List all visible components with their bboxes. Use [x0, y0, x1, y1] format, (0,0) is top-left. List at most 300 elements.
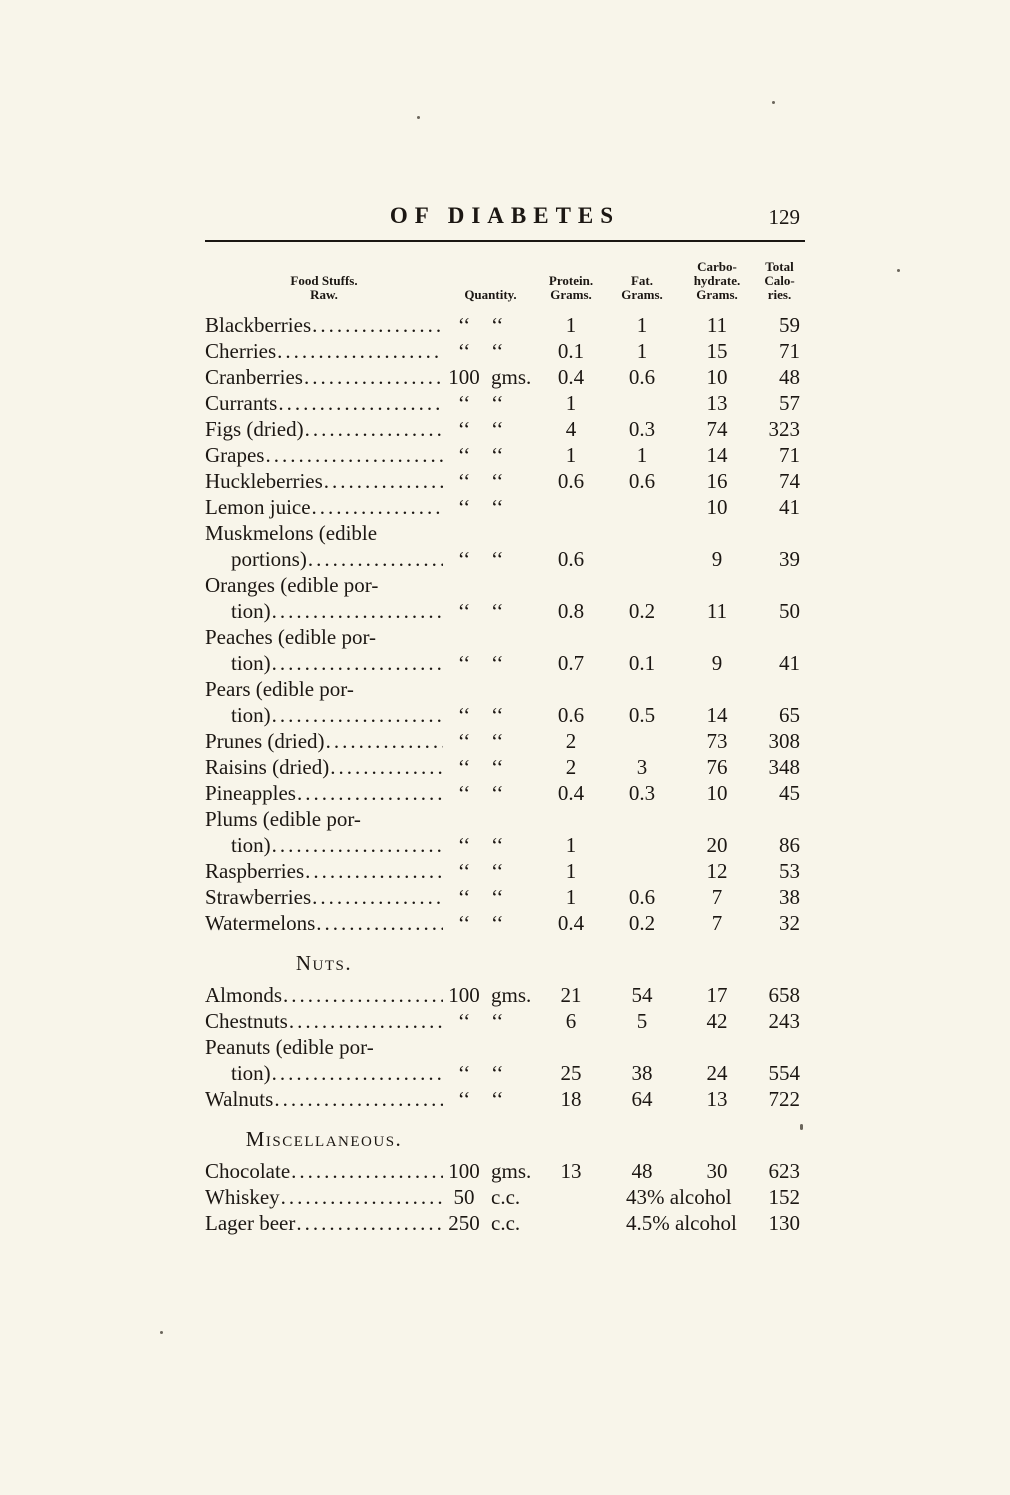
food-name-text: Cherries — [205, 339, 277, 363]
carb-value: 11 — [706, 599, 728, 623]
table-row — [205, 884, 805, 910]
carb-value: 7 — [711, 885, 723, 909]
quantity-amount: ‘‘ — [457, 651, 471, 675]
header-line: Total — [765, 259, 794, 274]
dot-leader — [264, 442, 443, 468]
quantity-unit: gms. — [491, 1159, 532, 1183]
food-name-text: Raspberries — [205, 859, 305, 883]
protein-value: 0.4 — [557, 911, 585, 935]
calories-value: 65 — [779, 703, 800, 727]
calories-value: 71 — [779, 443, 800, 467]
carb-value: 16 — [706, 469, 728, 493]
page-content — [205, 203, 805, 1236]
carb-value: 14 — [706, 703, 728, 727]
carb-value: 9 — [711, 547, 723, 571]
dot-leader — [290, 1158, 443, 1184]
quantity-unit: ‘‘ — [491, 495, 504, 519]
quantity-amount: ‘‘ — [457, 339, 471, 363]
fat-value: 64 — [631, 1087, 653, 1111]
dot-leader — [311, 312, 443, 338]
table-row — [205, 910, 805, 936]
quantity-unit: ‘‘ — [491, 417, 504, 441]
quantity-amount: 100 — [448, 1159, 480, 1183]
food-name-text: Blackberries — [205, 313, 312, 337]
quantity-unit: ‘‘ — [491, 1061, 504, 1085]
food-name — [205, 650, 443, 676]
quantity-unit: c.c. — [491, 1211, 521, 1235]
header-line: ries. — [767, 287, 792, 302]
carb-value: 14 — [706, 443, 728, 467]
table-row — [205, 546, 805, 572]
food-name — [205, 468, 443, 494]
quantity-amount: ‘‘ — [457, 859, 471, 883]
dot-leader — [288, 1008, 443, 1034]
food-name — [205, 910, 443, 936]
quantity-amount: ‘‘ — [457, 1087, 471, 1111]
food-name-text: tion) — [231, 833, 271, 857]
protein-value: 1 — [565, 443, 577, 467]
calories-value: 53 — [779, 859, 800, 883]
header-line: Grams. — [696, 287, 738, 302]
protein-value: 0.8 — [557, 599, 585, 623]
header-line: Protein. — [548, 273, 594, 288]
quantity-unit: ‘‘ — [491, 755, 504, 779]
quantity-cell — [443, 312, 538, 338]
food-name-text: Pineapples — [205, 781, 296, 805]
quantity-amount: ‘‘ — [457, 417, 471, 441]
header-line: Grams. — [550, 287, 592, 302]
food-name-text: Grapes — [205, 443, 265, 467]
dot-leader — [304, 416, 443, 442]
protein-value — [538, 1210, 604, 1236]
table-row — [205, 982, 805, 1008]
quantity-unit: ‘‘ — [491, 313, 504, 337]
quantity-unit: ‘‘ — [491, 599, 504, 623]
quantity-unit: ‘‘ — [491, 703, 504, 727]
quantity-unit: ‘‘ — [491, 651, 504, 675]
quantity-unit: ‘‘ — [491, 911, 504, 935]
dot-leader — [271, 650, 443, 676]
fat-value: 0.6 — [628, 469, 656, 493]
fat-value — [604, 728, 680, 754]
dot-leader — [329, 754, 443, 780]
fat-value: 3 — [636, 755, 648, 779]
scan-artifact — [897, 269, 900, 272]
calories-value: 152 — [768, 1185, 800, 1209]
carb-value: 10 — [706, 495, 728, 519]
quantity-cell — [443, 1086, 538, 1112]
food-name — [205, 1184, 443, 1210]
table-row — [205, 390, 805, 416]
dot-leader — [325, 728, 443, 754]
quantity-unit: ‘‘ — [491, 443, 504, 467]
quantity-unit: ‘‘ — [491, 547, 504, 571]
quantity-amount: ‘‘ — [457, 547, 471, 571]
dot-leader — [307, 546, 443, 572]
quantity-amount: ‘‘ — [457, 443, 471, 467]
protein-value: 6 — [565, 1009, 577, 1033]
food-name — [205, 884, 443, 910]
carb-value: 73 — [706, 729, 728, 753]
protein-value: 21 — [560, 983, 582, 1007]
fat-value: 0.6 — [628, 365, 656, 389]
fat-value: 1 — [636, 313, 648, 337]
quantity-cell — [443, 1210, 538, 1236]
calories-value: 308 — [768, 729, 800, 753]
calories-value: 48 — [779, 365, 800, 389]
header-total-calories — [754, 260, 805, 302]
header-line: Carbo- — [697, 259, 737, 274]
quantity-amount: 250 — [448, 1211, 480, 1235]
quantity-unit: ‘‘ — [491, 729, 504, 753]
scan-artifact — [417, 116, 420, 119]
quantity-unit: ‘‘ — [491, 833, 504, 857]
quantity-cell — [443, 728, 538, 754]
food-name-text: Lemon juice — [205, 495, 311, 519]
calories-value: 57 — [779, 391, 800, 415]
calories-value: 45 — [779, 781, 800, 805]
food-name-text: tion) — [231, 1061, 271, 1085]
calories-value: 41 — [779, 495, 800, 519]
quantity-amount: ‘‘ — [457, 469, 471, 493]
food-name — [205, 1008, 443, 1034]
carb-value: 17 — [706, 983, 728, 1007]
calories-value: 243 — [768, 1009, 800, 1033]
food-name-line1: Plums (edible por- — [205, 807, 361, 831]
food-name-line1: Peanuts (edible por- — [205, 1035, 374, 1059]
dot-leader — [315, 910, 443, 936]
carb-value: 10 — [706, 365, 728, 389]
quantity-amount: ‘‘ — [457, 885, 471, 909]
table-row — [205, 338, 805, 364]
food-name — [205, 702, 443, 728]
protein-value: 0.6 — [557, 547, 585, 571]
fat-value — [604, 832, 680, 858]
dot-leader — [295, 1210, 443, 1236]
alcohol-note: 4.5% alcohol — [626, 1211, 737, 1235]
food-name-text: tion) — [231, 651, 271, 675]
food-name-text: Walnuts — [205, 1087, 274, 1111]
dot-leader — [276, 338, 443, 364]
fat-value: 1 — [636, 443, 648, 467]
dot-leader — [282, 982, 443, 1008]
dot-leader — [303, 364, 443, 390]
calories-value: 323 — [768, 417, 800, 441]
quantity-unit: ‘‘ — [491, 469, 504, 493]
food-name — [205, 494, 443, 520]
fat-value: 5 — [636, 1009, 648, 1033]
food-name-line1: Pears (edible por- — [205, 677, 354, 701]
food-name-text: Strawberries — [205, 885, 312, 909]
food-name-text: tion) — [231, 599, 271, 623]
food-name — [205, 416, 443, 442]
section-heading: Nuts. — [295, 951, 353, 975]
carb-value: 12 — [706, 859, 728, 883]
food-name-text: Whiskey — [205, 1185, 280, 1209]
quantity-amount: ‘‘ — [457, 495, 471, 519]
fat-value: 0.3 — [628, 417, 656, 441]
quantity-cell — [443, 442, 538, 468]
dot-leader — [277, 390, 443, 416]
fat-value: 48 — [631, 1159, 653, 1183]
calories-value: 722 — [768, 1087, 800, 1111]
dot-leader — [304, 858, 443, 884]
carb-value: 30 — [706, 1159, 728, 1183]
food-name — [205, 546, 443, 572]
quantity-amount: ‘‘ — [457, 1009, 471, 1033]
food-name — [205, 728, 443, 754]
protein-value — [538, 494, 604, 520]
food-name-text: Almonds — [205, 983, 283, 1007]
protein-value: 1 — [565, 859, 577, 883]
quantity-amount: ‘‘ — [457, 729, 471, 753]
section-heading: Miscellaneous. — [245, 1127, 403, 1151]
fat-value — [604, 494, 680, 520]
calories-value: 38 — [779, 885, 800, 909]
quantity-cell — [443, 910, 538, 936]
running-head — [205, 203, 805, 235]
quantity-unit: ‘‘ — [491, 1009, 504, 1033]
food-name — [205, 598, 443, 624]
quantity-cell — [443, 650, 538, 676]
protein-value: 2 — [565, 755, 577, 779]
protein-value: 1 — [565, 833, 577, 857]
quantity-cell — [443, 338, 538, 364]
header-fat — [604, 274, 680, 302]
food-name-text: Figs (dried) — [205, 417, 304, 441]
table-row — [205, 520, 805, 546]
header-line: Grams. — [621, 287, 663, 302]
protein-value: 0.1 — [557, 339, 585, 363]
calories-value: 50 — [779, 599, 800, 623]
carb-value: 15 — [706, 339, 728, 363]
quantity-unit: ‘‘ — [491, 391, 504, 415]
food-name — [205, 364, 443, 390]
carb-value: 13 — [706, 391, 728, 415]
food-name — [205, 312, 443, 338]
quantity-cell — [443, 1060, 538, 1086]
food-name-line1: Peaches (edible por- — [205, 625, 377, 649]
fat-value: 0.1 — [628, 651, 656, 675]
quantity-cell — [443, 702, 538, 728]
table-row — [205, 780, 805, 806]
carb-value: 42 — [706, 1009, 728, 1033]
carb-value: 74 — [706, 417, 728, 441]
protein-value: 1 — [565, 313, 577, 337]
food-name-text: Raisins (dried) — [205, 755, 330, 779]
food-name-line1: Oranges (edible por- — [205, 573, 379, 597]
calories-value: 623 — [768, 1159, 800, 1183]
food-name — [205, 1210, 443, 1236]
quantity-amount: 100 — [448, 983, 480, 1007]
food-name — [205, 442, 443, 468]
food-name-text: Huckleberries — [205, 469, 323, 493]
fat-value — [604, 546, 680, 572]
food-name — [205, 1158, 443, 1184]
dot-leader — [280, 1184, 443, 1210]
quantity-unit: ‘‘ — [491, 781, 504, 805]
calories-value: 74 — [779, 469, 800, 493]
fat-value: 38 — [631, 1061, 653, 1085]
header-line: Raw. — [310, 287, 338, 302]
page-title: OF DIABETES — [389, 203, 621, 228]
protein-value: 1 — [565, 885, 577, 909]
table-row — [205, 598, 805, 624]
quantity-cell — [443, 884, 538, 910]
quantity-cell — [443, 982, 538, 1008]
food-name-text: Watermelons — [205, 911, 316, 935]
food-name-text: portions) — [231, 547, 307, 571]
food-name — [205, 858, 443, 884]
carb-value: 24 — [706, 1061, 728, 1085]
quantity-unit: c.c. — [491, 1185, 521, 1209]
quantity-cell — [443, 416, 538, 442]
calories-value: 658 — [768, 983, 800, 1007]
calories-value: 59 — [779, 313, 800, 337]
calories-value: 41 — [779, 651, 800, 675]
fat-value: 0.2 — [628, 911, 656, 935]
table-row — [205, 1034, 805, 1060]
dot-leader — [271, 1060, 443, 1086]
food-name-text: Prunes (dried) — [205, 729, 325, 753]
protein-value: 4 — [565, 417, 577, 441]
table-row — [205, 468, 805, 494]
fat-value: 0.6 — [628, 885, 656, 909]
quantity-cell — [443, 390, 538, 416]
carb-value: 20 — [706, 833, 728, 857]
calories-value: 86 — [779, 833, 800, 857]
quantity-cell — [443, 1158, 538, 1184]
header-protein — [538, 274, 604, 302]
fat-value — [604, 858, 680, 884]
table-row — [205, 624, 805, 650]
table-row — [205, 676, 805, 702]
quantity-cell — [443, 468, 538, 494]
header-quantity — [443, 288, 538, 302]
table-row — [205, 364, 805, 390]
table-row — [205, 416, 805, 442]
quantity-cell — [443, 494, 538, 520]
food-name-line1: Muskmelons (edible — [205, 521, 378, 545]
fat-value: 54 — [631, 983, 653, 1007]
header-line: Quantity. — [464, 287, 517, 302]
fat-value — [604, 390, 680, 416]
food-name-text: Chocolate — [205, 1159, 291, 1183]
dot-leader — [271, 832, 443, 858]
quantity-cell — [443, 546, 538, 572]
dot-leader — [311, 494, 443, 520]
dot-leader — [271, 598, 443, 624]
table-body — [205, 312, 805, 1236]
food-name — [205, 780, 443, 806]
table-row — [205, 832, 805, 858]
dot-leader — [296, 780, 443, 806]
quantity-amount: ‘‘ — [457, 833, 471, 857]
table-column-headers — [205, 260, 805, 302]
quantity-amount: ‘‘ — [457, 1061, 471, 1085]
food-name — [205, 338, 443, 364]
quantity-unit: ‘‘ — [491, 339, 504, 363]
calories-value: 39 — [779, 547, 800, 571]
table-row — [205, 442, 805, 468]
dot-leader — [273, 1086, 443, 1112]
quantity-unit: ‘‘ — [491, 885, 504, 909]
page-number: 129 — [768, 205, 800, 229]
carb-value: 11 — [706, 313, 728, 337]
fat-value: 0.3 — [628, 781, 656, 805]
dot-leader — [323, 468, 443, 494]
calories-value: 348 — [768, 755, 800, 779]
quantity-unit: ‘‘ — [491, 1087, 504, 1111]
quantity-unit: ‘‘ — [491, 859, 504, 883]
quantity-amount: 50 — [453, 1185, 475, 1209]
protein-value: 0.6 — [557, 703, 585, 727]
table-row — [205, 494, 805, 520]
table-row — [205, 702, 805, 728]
table-row — [205, 858, 805, 884]
protein-value: 2 — [565, 729, 577, 753]
protein-value: 0.7 — [557, 651, 585, 675]
table-row — [205, 728, 805, 754]
table-row — [205, 806, 805, 832]
quantity-amount: ‘‘ — [457, 391, 471, 415]
food-name — [205, 390, 443, 416]
table-row — [205, 650, 805, 676]
scan-artifact — [772, 101, 775, 104]
header-line: Food Stuffs. — [290, 273, 358, 288]
table-row — [205, 1210, 805, 1236]
quantity-cell — [443, 364, 538, 390]
protein-value — [538, 1184, 604, 1210]
food-name — [205, 982, 443, 1008]
food-name-text: Cranberries — [205, 365, 303, 389]
table-row — [205, 1158, 805, 1184]
header-food-stuffs — [205, 274, 443, 302]
quantity-cell — [443, 1008, 538, 1034]
quantity-amount: ‘‘ — [457, 599, 471, 623]
food-name — [205, 1086, 443, 1112]
fat-value: 0.2 — [628, 599, 656, 623]
protein-value: 0.4 — [557, 365, 585, 389]
header-line: Fat. — [630, 273, 654, 288]
carb-value: 7 — [711, 911, 723, 935]
dot-leader — [271, 702, 443, 728]
quantity-cell — [443, 754, 538, 780]
food-name — [205, 1060, 443, 1086]
header-line: Calo- — [764, 273, 795, 288]
header-rule — [205, 240, 805, 242]
protein-value: 0.6 — [557, 469, 585, 493]
table-row — [205, 1060, 805, 1086]
food-name — [205, 832, 443, 858]
carb-value: 10 — [706, 781, 728, 805]
food-name — [205, 754, 443, 780]
fat-value: 0.5 — [628, 703, 656, 727]
quantity-cell — [443, 1184, 538, 1210]
fat-value: 1 — [636, 339, 648, 363]
table-row — [205, 572, 805, 598]
calories-value: 32 — [779, 911, 800, 935]
table-row — [205, 1184, 805, 1210]
protein-value: 18 — [560, 1087, 582, 1111]
carb-value: 76 — [706, 755, 728, 779]
table-row — [205, 1008, 805, 1034]
header-carbohydrate — [680, 260, 754, 302]
quantity-cell — [443, 858, 538, 884]
quantity-cell — [443, 832, 538, 858]
calories-value: 71 — [779, 339, 800, 363]
quantity-amount: ‘‘ — [457, 911, 471, 935]
